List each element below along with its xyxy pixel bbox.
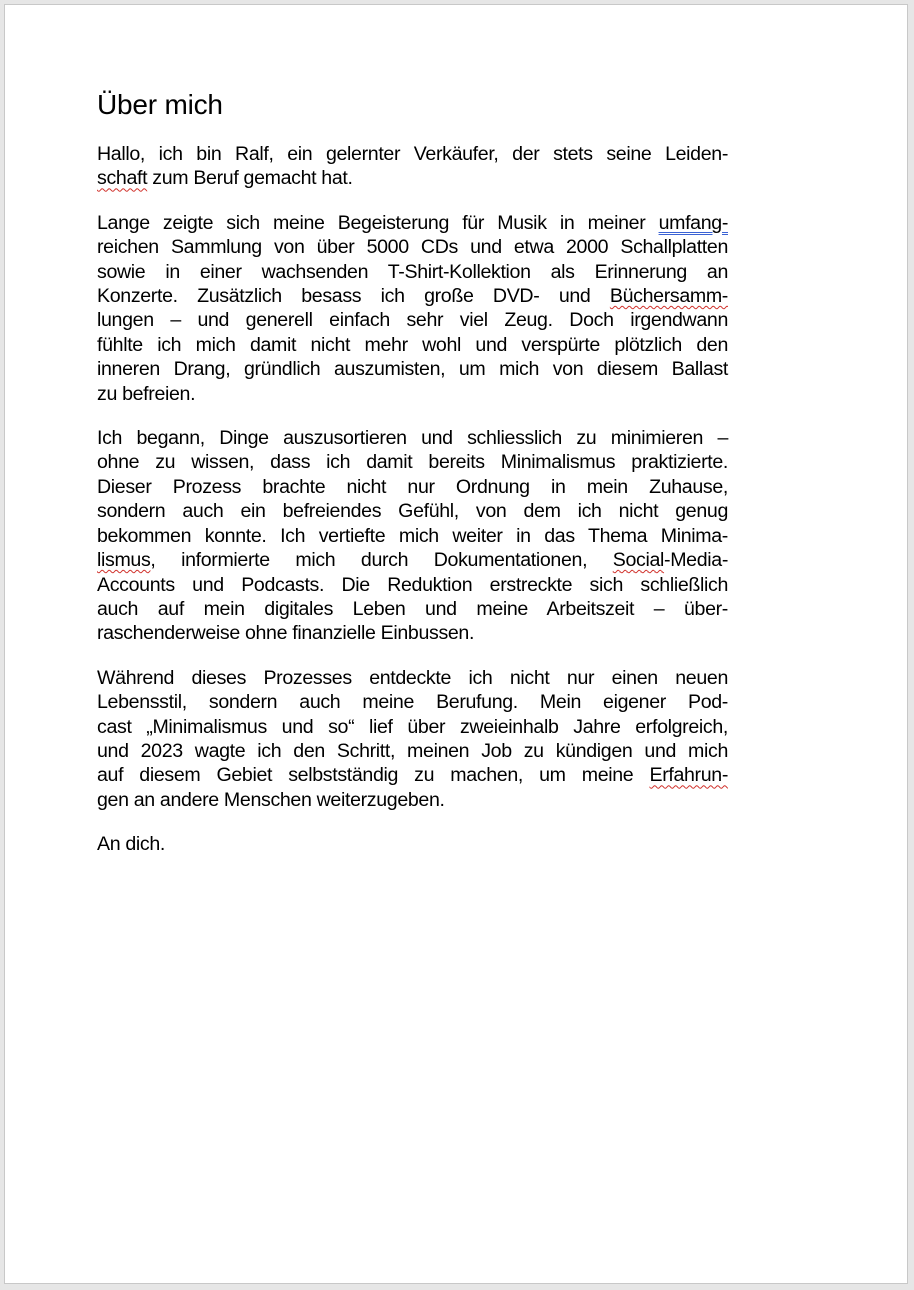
paragraph-calling — [97, 666, 728, 812]
text-line: ohne zu wissen, dass ich damit bereits Minimalismus praktizierte. — [97, 451, 728, 474]
text-line: und 2023 wagte ich den Schritt, meinen Job zu kündigen und mich — [97, 739, 728, 762]
text-line: bekommen konnte. Ich vertiefte mich weiter in das Thema Minima- — [97, 524, 728, 547]
spelling-flag[interactable]: Social — [612, 549, 665, 572]
page-title: Über mich — [97, 89, 223, 120]
text-line: Dieser Prozess brachte nicht nur Ordnung in mein Zuhause, — [97, 475, 728, 498]
text-line: inneren Drang, gründlich auszumisten, um mich von diesem Ballast — [97, 358, 728, 381]
text-line: schaft zum Beruf gemacht hat. — [97, 167, 353, 190]
text-line: Ich begann, Dinge auszusortieren und schliesslich zu minimieren – — [97, 427, 728, 450]
text-line: gen an andere Menschen weiterzugeben. — [97, 788, 445, 811]
text-line: Lange zeigte sich meine Begeisterung für Musik in meiner umfang- — [97, 211, 728, 234]
text-line: Lebensstil, sondern auch meine Berufung. Mein eigener Pod- — [97, 691, 728, 714]
paragraph-music — [97, 211, 728, 406]
spelling-flag[interactable]: schaft — [97, 167, 148, 190]
text-line: zu befreien. — [97, 382, 196, 405]
text-line: sowie in einer wachsenden T-Shirt-Kollektion als Erinnerung an — [97, 260, 728, 283]
spelling-flag[interactable]: lismus — [97, 549, 151, 572]
text-line: reichen Sammlung von über 5000 CDs und etwa 2000 Schallplatten — [97, 236, 728, 259]
text-line: sondern auch ein befreiendes Gefühl, von dem ich nicht genug — [97, 500, 728, 523]
text-line: Konzerte. Zusätzlich besass ich große DVD- und Büchersamm- — [97, 285, 728, 308]
grammar-flag[interactable]: umfang- — [658, 211, 728, 234]
paragraph-closing — [97, 832, 728, 856]
paragraph-intro — [97, 142, 728, 191]
text-line: Hallo, ich bin Ralf, ein gelernter Verkäufer, der stets seine Leiden- — [97, 143, 728, 165]
spelling-flag[interactable]: Büchersamm- — [609, 285, 728, 308]
text-line: cast „Minimalismus und so“ lief über zweieinhalb Jahre erfolgreich, — [97, 715, 728, 738]
paragraph-minimalism — [97, 426, 728, 646]
text-line: auch auf mein digitales Leben und meine Arbeitszeit – über- — [97, 597, 728, 620]
text-line: lismus, informierte mich durch Dokumentationen, Social-Media- — [97, 549, 728, 572]
document-page[interactable] — [4, 4, 908, 1284]
text-line: An dich. — [97, 833, 165, 856]
text-line: Accounts und Podcasts. Die Reduktion erstreckte sich schließlich — [97, 573, 728, 596]
text-line: auf diesem Gebiet selbstständig zu machen, um meine Erfahrun- — [97, 764, 728, 787]
text-line: Während dieses Prozesses entdeckte ich nicht nur einen neuen — [97, 666, 728, 689]
text-line: raschenderweise ohne finanzielle Einbussen. — [97, 622, 475, 645]
text-line: lungen – und generell einfach sehr viel Zeug. Doch irgendwann — [97, 309, 728, 332]
spelling-flag[interactable]: Erfahrun- — [649, 764, 728, 787]
text-line: fühlte ich mich damit nicht mehr wohl und verspürte plötzlich den — [97, 333, 728, 356]
document-body[interactable] — [97, 85, 728, 877]
